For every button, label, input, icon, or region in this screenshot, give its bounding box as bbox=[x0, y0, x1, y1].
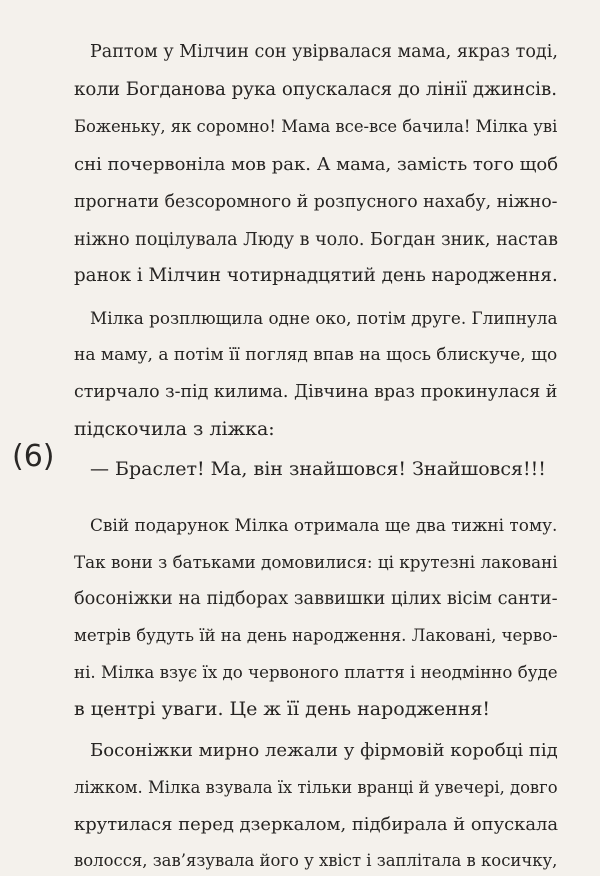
text-line: ліжком. Мілка взувала їх тільки вранці й увечері, довго bbox=[74, 778, 558, 797]
text-line: прогнати безсоромного й розпусного нахабу, ніжно- bbox=[74, 192, 558, 212]
text-line: босоніжки на підборах заввишки цілих вісім санти- bbox=[74, 589, 558, 609]
text-line: ніжно поцілувала Люду в чоло. Богдан зник, настав bbox=[74, 230, 558, 250]
text-line: підскочила з ліжка: bbox=[74, 418, 275, 440]
text-line: метрів будуть їй на день народження. Лаковані, черво- bbox=[74, 626, 558, 645]
text-line: Свій подарунок Мілка отримала ще два тижні тому. bbox=[90, 515, 558, 535]
text-line: стирчало з-під килима. Дівчина враз прокинулася й bbox=[74, 382, 558, 402]
text-line: сні почервоніла мов рак. А мама, замість того щоб bbox=[74, 154, 559, 175]
section-number: (6) bbox=[12, 439, 55, 474]
text-line: Босоніжки мирно лежали у фірмовій коробці під bbox=[90, 740, 558, 761]
text-line: Боженьку, як соромно! Мама все-все бачила! Мілка уві bbox=[74, 117, 558, 136]
text-line: ранок і Мілчин чотирнадцятий день народження. bbox=[74, 265, 558, 286]
text-line: крутилася перед дзеркалом, підбирала й опускала bbox=[74, 814, 559, 835]
text-line: ні. Мілка взує їх до червоного плаття і неодмінно буде bbox=[74, 663, 558, 682]
dialogue-line: — Браслет! Ма, він знайшовся! Знайшовся!!! bbox=[90, 458, 546, 480]
text-line: волосся, зав’язувала його у хвіст і заплітала в косичку, bbox=[74, 851, 558, 870]
text-line: коли Богданова рука опускалася до лінії джинсів. bbox=[74, 79, 557, 100]
text-line: Так вони з батьками домовилися: ці крутезні лаковані bbox=[74, 552, 558, 572]
text-line: Раптом у Мілчин сон увірвалася мама, якраз тоді, bbox=[90, 42, 558, 62]
text-line: на маму, а потім її погляд впав на щось блискуче, що bbox=[74, 345, 558, 365]
text-line: в центрі уваги. Це ж її день народження! bbox=[74, 698, 491, 720]
text-line: Мілка розплющила одне око, потім друге. Глипнула bbox=[90, 308, 558, 328]
